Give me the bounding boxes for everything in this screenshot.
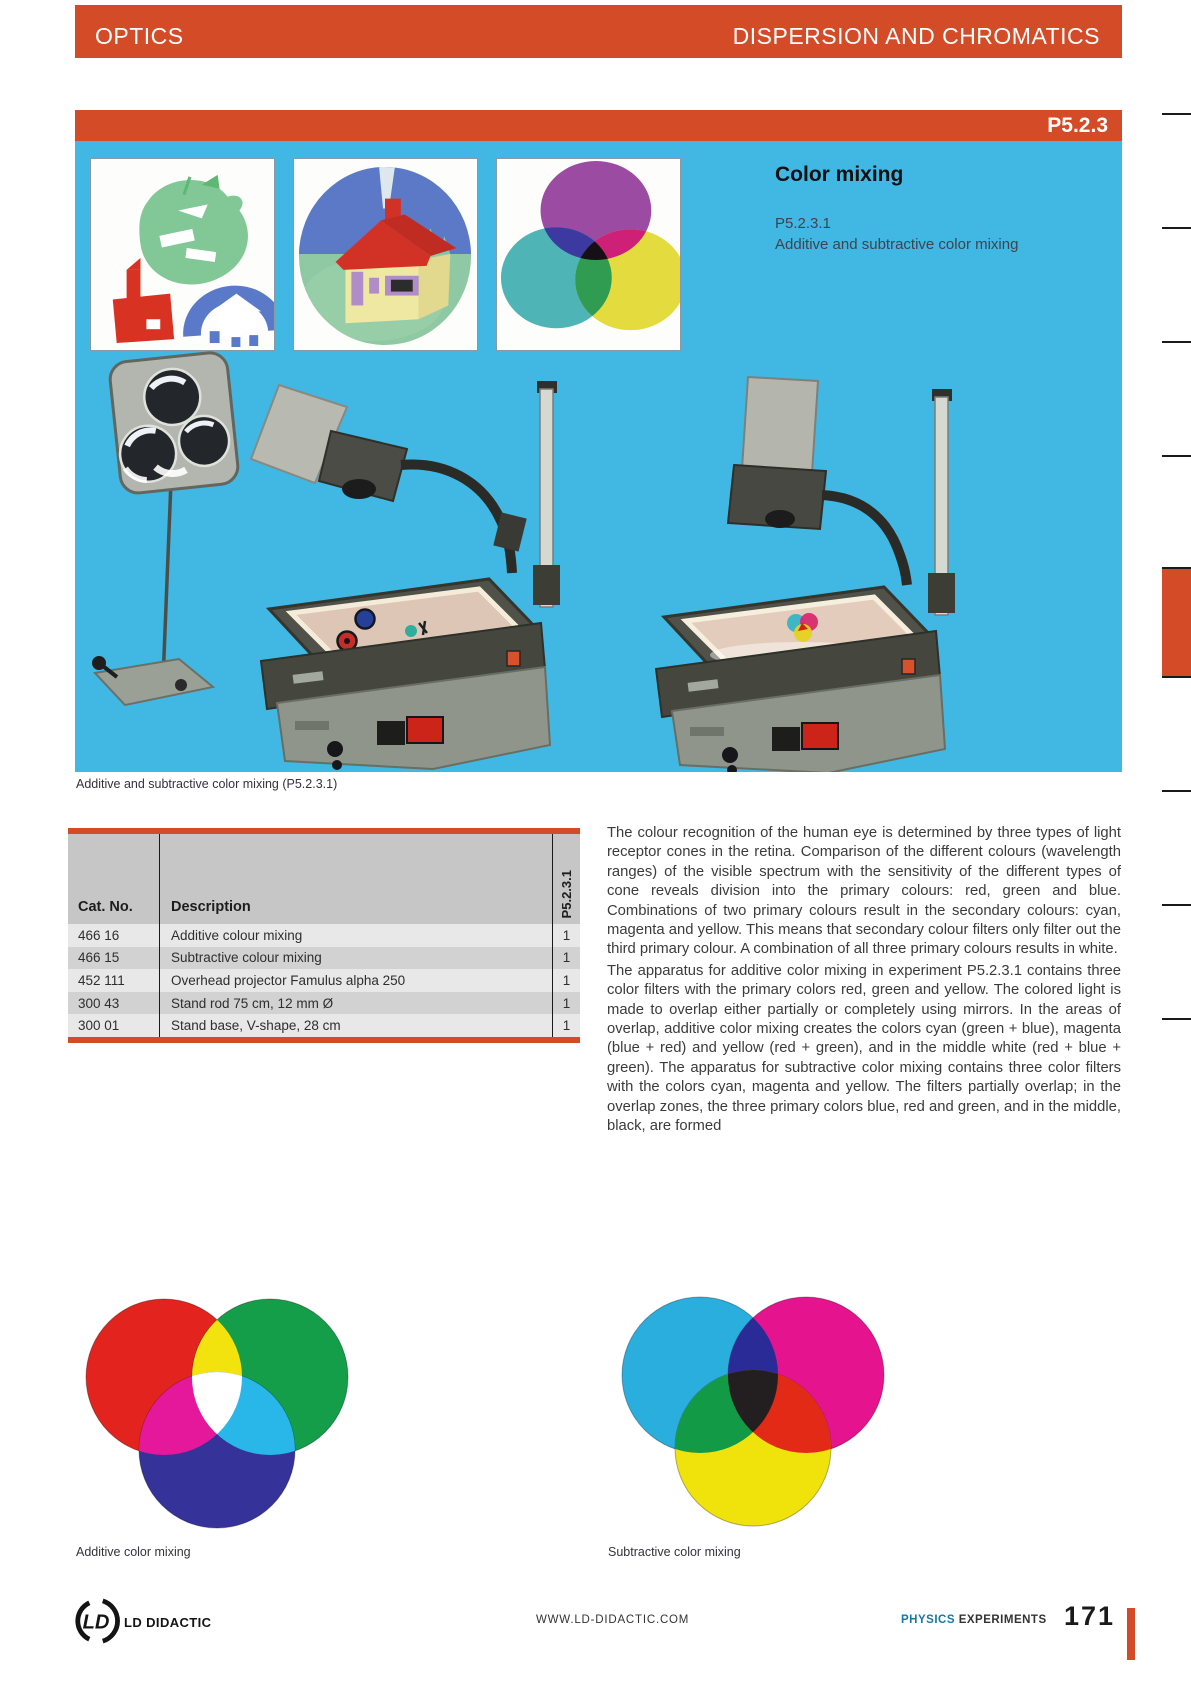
register-block — [1162, 567, 1191, 678]
cell-qty: 1 — [562, 1018, 571, 1034]
rotated-experiment-code: P5.2.3.1 — [559, 869, 574, 918]
overhead-projector-left — [251, 381, 560, 770]
footer-series — [901, 1614, 1047, 1626]
register-tick — [1162, 790, 1191, 792]
page-title: Color mixing — [775, 163, 904, 186]
page-number: 171 — [1064, 1601, 1116, 1631]
experiment-code: P5.2.3.1 — [775, 215, 831, 232]
cell-cat-no: 300 01 — [68, 1014, 160, 1037]
table-bottom-rule — [68, 1037, 580, 1043]
register-tick — [1162, 113, 1191, 115]
cell-cat-no: 466 15 — [68, 947, 160, 970]
house-scene-image — [294, 159, 477, 350]
green-landscape-shape — [139, 175, 248, 285]
col-header-cat-no: Cat. No. — [68, 834, 160, 924]
footer-website: WWW.LD-DIDACTIC.COM — [536, 1614, 690, 1626]
projectors-photo — [85, 341, 1035, 772]
thumbnail-projection-shapes — [90, 158, 275, 351]
cell-description: Overhead projector Famulus alpha 250 — [160, 969, 553, 992]
cell-description: Stand rod 75 cm, 12 mm Ø — [160, 992, 553, 1015]
cell-qty: 1 — [562, 972, 571, 988]
paragraph-1: The colour recognition of the human eye is determined by three types of light receptor cones in the retina. Comparison of the different colours (wavelength ranges) of the visible spectrum with the sensitivity of the different types of cone reveals division into the primary colours: red, green and blue. Combinations of two primary colours result in the secondary colours: cyan, magenta and yellow. This means that secondary colour filters only filter out the third primary colour. A combination of all three primary colours results in white. — [607, 825, 1121, 958]
subtractive-caption: Subtractive color mixing — [608, 1545, 741, 1559]
cell-cat-no: 452 111 — [68, 969, 160, 992]
description-text — [607, 824, 1121, 1137]
table-header-row — [68, 834, 580, 924]
additive-mixing-diagram — [72, 1292, 372, 1544]
register-tick — [1162, 904, 1191, 906]
svg-text:LD: LD — [82, 1611, 110, 1634]
cell-description: Additive colour mixing — [160, 924, 553, 947]
thumbnail-house-projection — [293, 158, 478, 351]
ld-didactic-logo-text: LD DIDACTIC — [124, 1615, 212, 1630]
footer-series-physics: PHYSICS — [901, 1614, 955, 1626]
page-header-bar — [75, 5, 1122, 58]
subtractive-mixing-diagram — [608, 1290, 908, 1542]
table-row — [68, 969, 580, 992]
table-body — [68, 924, 580, 1037]
table-row — [68, 992, 580, 1015]
cell-qty: 1 — [562, 950, 571, 966]
cell-cat-no: 466 16 — [68, 924, 160, 947]
thumbnail-color-circles — [496, 158, 681, 351]
register-tick — [1162, 227, 1191, 229]
experiment-title: Additive and subtractive color mixing — [775, 236, 1019, 253]
cell-description: Stand base, V-shape, 28 cm — [160, 1014, 553, 1037]
mirror-assembly — [92, 351, 240, 705]
overhead-projector-right — [656, 377, 955, 772]
projected-venn-image — [497, 159, 680, 350]
table-row — [68, 947, 580, 970]
house-scene-circle — [294, 159, 477, 350]
footer-accent-bar — [1127, 1608, 1135, 1660]
photo-caption: Additive and subtractive color mixing (P5.2.3.1) — [76, 777, 338, 791]
table-row — [68, 1014, 580, 1037]
header-section: DISPERSION AND CHROMATICS — [732, 23, 1100, 49]
register-tick — [1162, 1018, 1191, 1020]
col-header-experiment — [553, 834, 580, 924]
footer-series-experiments: EXPERIMENTS — [955, 1614, 1047, 1626]
register-tick — [1162, 341, 1191, 343]
register-tick — [1162, 455, 1191, 457]
cell-cat-no: 300 43 — [68, 992, 160, 1015]
blue-arch-shape — [180, 282, 274, 347]
cell-qty: 1 — [562, 927, 571, 943]
section-code: P5.2.3 — [1047, 113, 1108, 137]
additive-caption: Additive color mixing — [76, 1545, 191, 1559]
experiment-panel — [75, 141, 1122, 772]
parts-table — [68, 828, 580, 1043]
header-chapter: OPTICS — [95, 23, 184, 49]
cell-description: Subtractive colour mixing — [160, 947, 553, 970]
cell-qty: 1 — [562, 995, 571, 1011]
ld-didactic-logo-icon — [74, 1598, 120, 1644]
section-code-bar — [75, 110, 1122, 141]
table-row — [68, 924, 580, 947]
col-header-description: Description — [160, 834, 553, 924]
drawing-shapes-image — [91, 159, 274, 350]
paragraph-2: The apparatus for additive color mixing in experiment P5.2.3.1 contains three color filters with the primary colors red, green and yellow. The colored light is made to overlap either partially or completely using mirrors. In the areas of overlap, additive color mixing creates the colors cyan (green + blue), magenta (blue + red) and yellow (red + green), and in the middle white (red + blue + green). The apparatus for subtractive color mixing contains three color filters with the colors cyan, magenta and yellow. The filters partially overlap; in the overlap zones, the three primary colors blue, red and green, and in the middle, black, are formed — [607, 962, 1121, 1135]
